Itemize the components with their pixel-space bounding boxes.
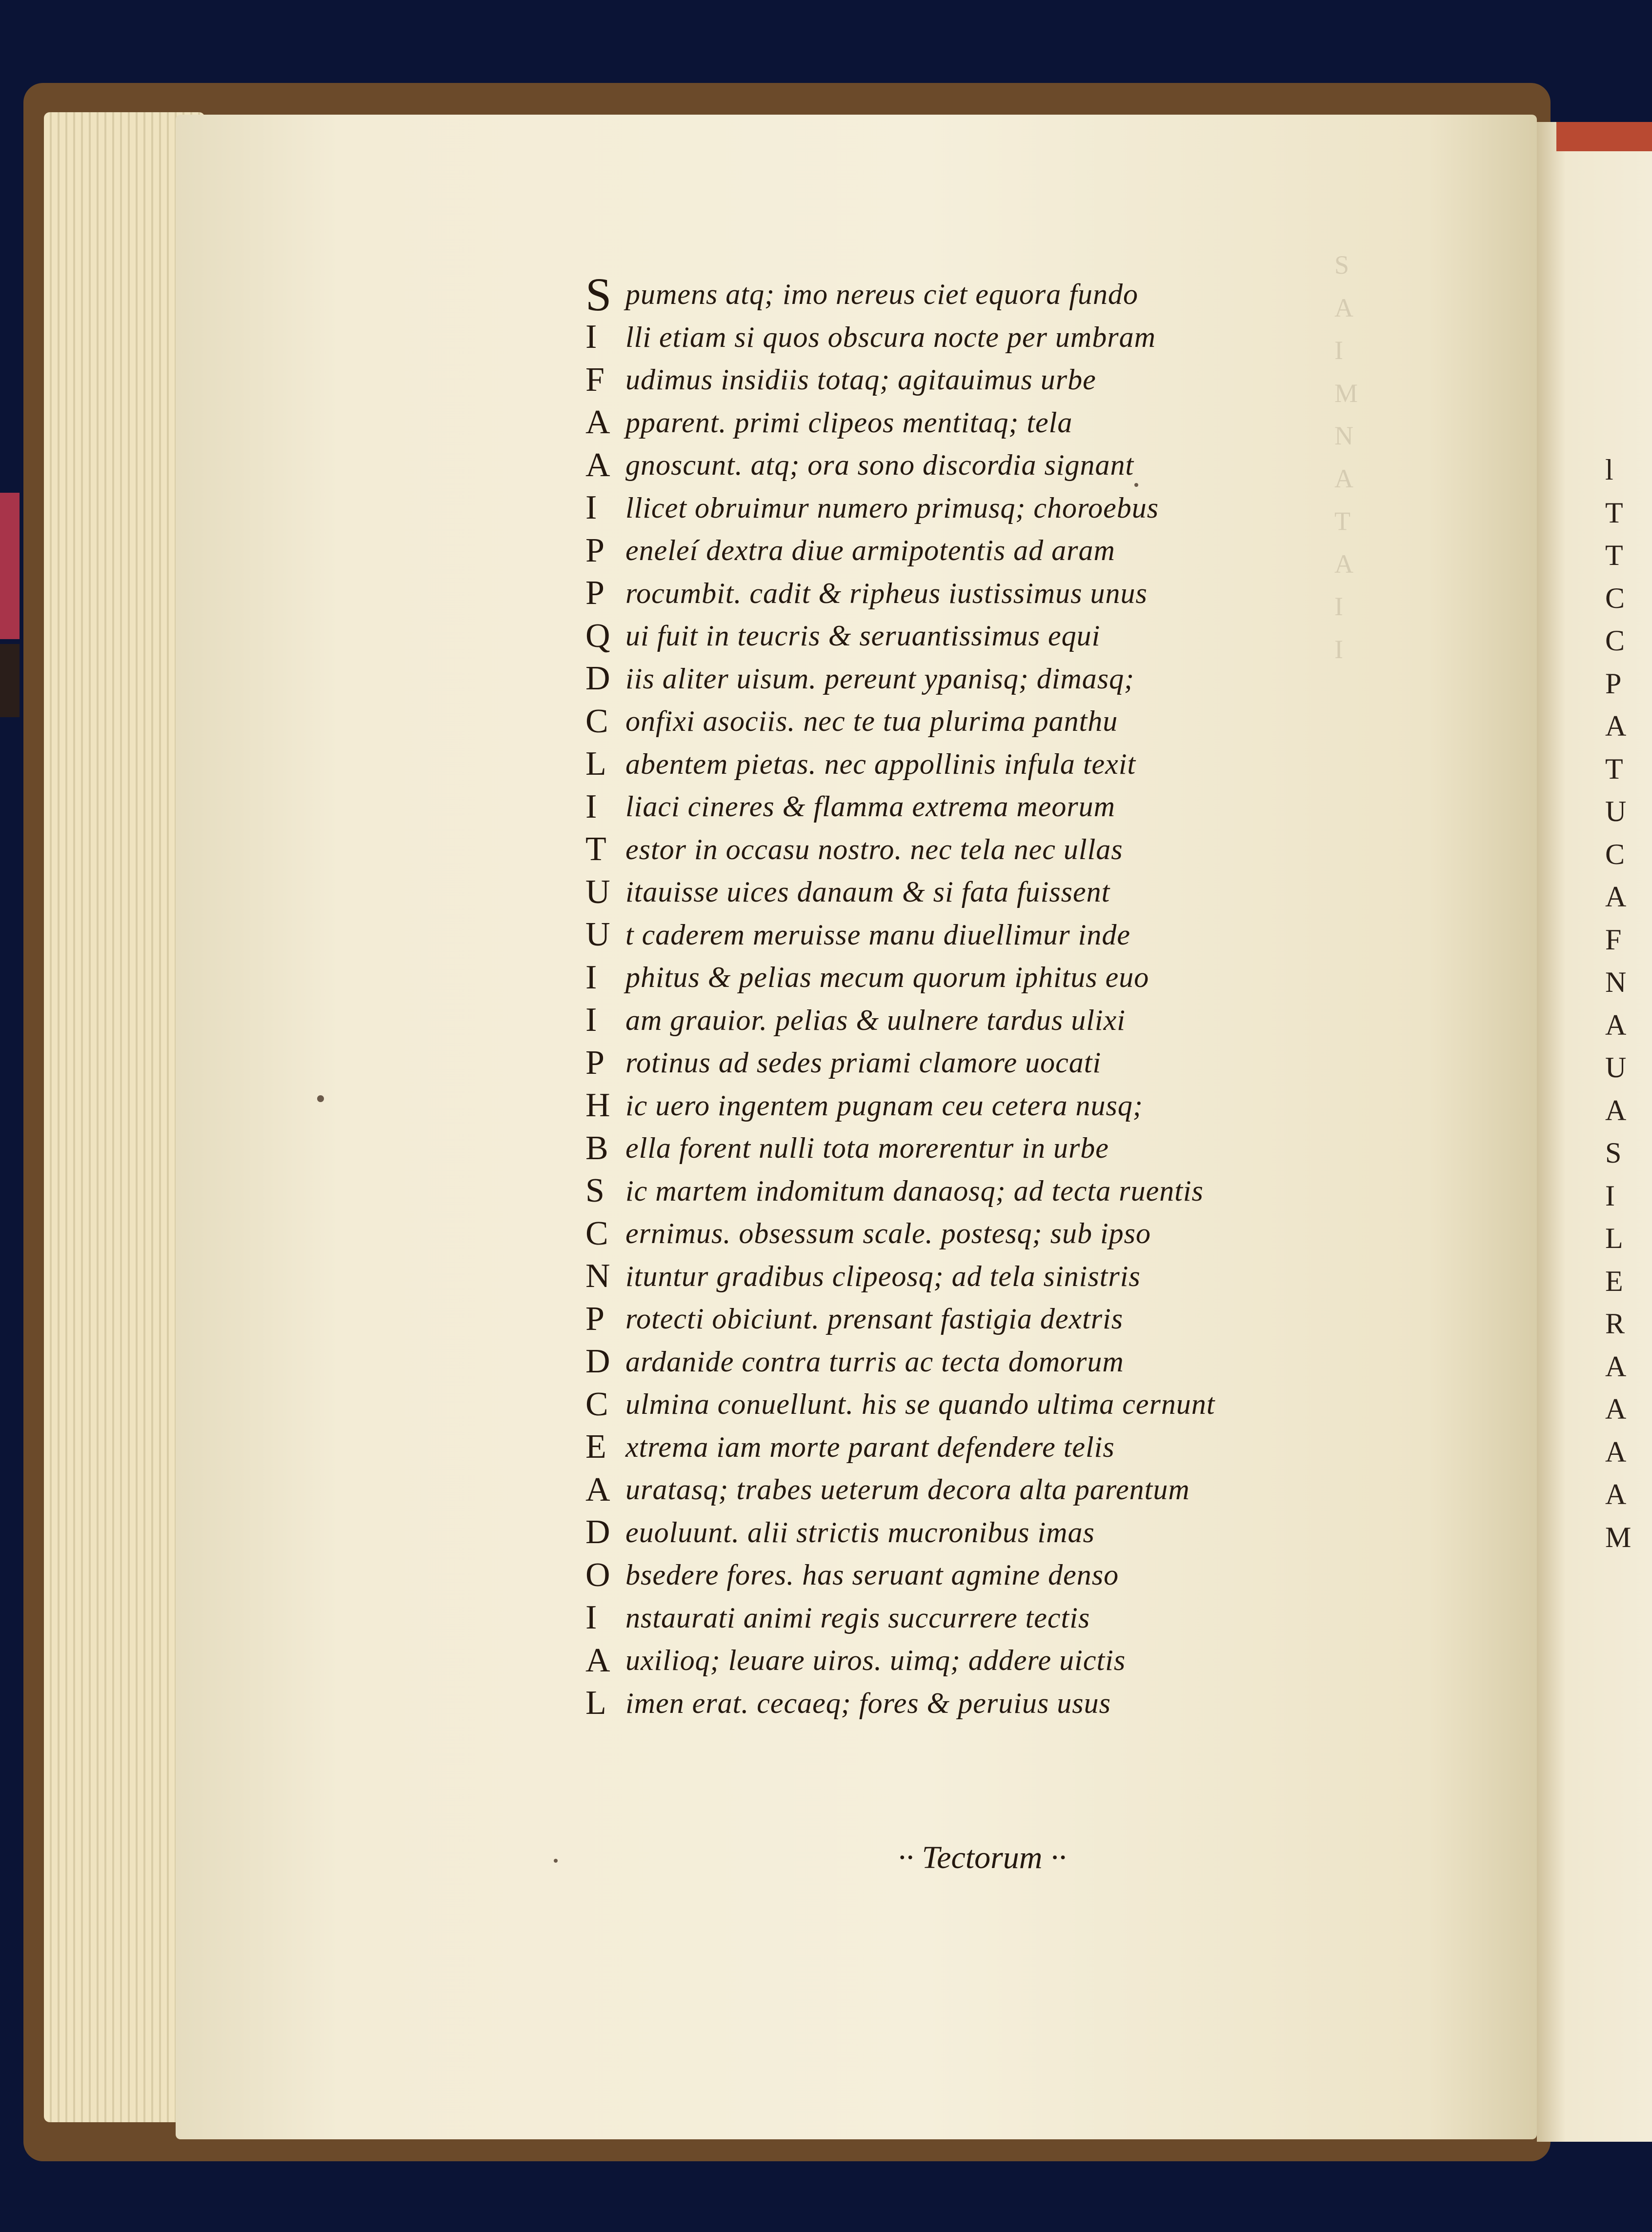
verse-initial: P: [585, 1300, 604, 1338]
verse-text: iis aliter uisum. pereunt ypanisq; dimasq;: [625, 662, 1135, 695]
verse-initial: I: [585, 489, 597, 527]
verse-initial: F: [585, 361, 604, 399]
verse-line: [585, 402, 1444, 444]
facing-initial: l: [1605, 454, 1613, 486]
verse-line: [585, 1085, 1444, 1127]
facing-initial: A: [1605, 1008, 1627, 1041]
verse-text: estor in occasu nostro. nec tela nec ullas: [625, 833, 1123, 865]
verse-text: nstaurati animi regis succurrere tectis: [625, 1601, 1090, 1634]
verse-text: phitus & pelias mecum quorum iphitus euo: [625, 961, 1149, 994]
verse-initial: T: [585, 830, 606, 868]
verse-initial: U: [585, 916, 610, 954]
facing-initial: R: [1605, 1307, 1625, 1340]
verse-text: llicet obruimur numero primusq; choroebus: [625, 491, 1159, 524]
verse-text: pparent. primi clipeos mentitaq; tela: [625, 406, 1073, 439]
facing-initial: M: [1605, 1521, 1632, 1553]
verse-line: [585, 999, 1444, 1042]
verse-text: ella forent nulli tota morerentur in urbe: [625, 1132, 1109, 1165]
verse-text: eneleí dextra diue armipotentis ad aram: [625, 534, 1115, 567]
verse-text: ituntur gradibus clipeosq; ad tela sinistris: [625, 1260, 1141, 1292]
facing-initial: A: [1605, 1350, 1627, 1383]
show-through-text: S A I M N A T A I I: [1334, 250, 1358, 664]
verse-line: [585, 785, 1444, 828]
verse-text: onfixi asociis. nec te tua plurima panthu: [625, 705, 1118, 738]
verse-line: [585, 1468, 1444, 1511]
facing-initial: T: [1605, 752, 1623, 785]
verse-initial: O: [585, 1556, 610, 1594]
verse-initial: A: [585, 1641, 610, 1679]
catchword: ·· Tectorum ··: [898, 1840, 1067, 1875]
verse-line: [585, 1341, 1444, 1384]
facing-initial: C: [1605, 624, 1625, 657]
verse-line: [585, 572, 1444, 615]
verse-line: [585, 956, 1444, 999]
facing-initial: P: [1605, 667, 1622, 700]
verse-line: [585, 1511, 1444, 1554]
verse-text: t caderem meruisse manu diuellimur inde: [625, 918, 1130, 951]
facing-initial: C: [1605, 582, 1625, 614]
facing-initial: E: [1605, 1265, 1623, 1297]
verse-text: ernimus. obsessum scale. postesq; sub ipso: [625, 1217, 1151, 1250]
verse-initial: P: [585, 574, 604, 612]
verse-initial: Q: [585, 617, 610, 655]
verse-text: rotinus ad sedes priami clamore uocati: [625, 1046, 1102, 1079]
verse-text: lli etiam si quos obscura nocte per umbram: [625, 321, 1156, 353]
verse-text-block: [585, 268, 1444, 1725]
verse-initial: E: [585, 1428, 606, 1466]
verse-text: xtrema iam morte parant defendere telis: [625, 1430, 1115, 1463]
verse-initial: P: [585, 1044, 604, 1082]
facing-initial: S: [1605, 1137, 1622, 1169]
verse-line: [585, 743, 1444, 786]
facing-initial: F: [1605, 923, 1622, 956]
binding-strap: [0, 644, 20, 717]
verse-line: [585, 1597, 1444, 1640]
verse-text: abentem pietas. nec appollinis infula texit: [625, 747, 1136, 780]
facing-initial: T: [1605, 496, 1623, 529]
verse-initial: C: [585, 1385, 608, 1423]
ink-speck: [317, 1095, 324, 1102]
verse-initial: A: [585, 403, 610, 442]
verse-initial: B: [585, 1129, 608, 1167]
verse-initial: D: [585, 1343, 610, 1381]
facing-initial: U: [1605, 795, 1627, 827]
verse-text: euoluunt. alii strictis mucronibus imas: [625, 1516, 1095, 1548]
verse-line: [585, 316, 1444, 359]
verse-text: rotecti obiciunt. prensant fastigia dextris: [625, 1303, 1124, 1335]
verse-line: [585, 1554, 1444, 1597]
verse-initial: I: [585, 318, 597, 356]
verse-line: [585, 1682, 1444, 1725]
verse-line: [585, 444, 1444, 487]
verse-initial: S: [585, 1172, 604, 1210]
verse-text: ic martem indomitum danaosq; ad tecta ruentis: [625, 1174, 1204, 1207]
verse-line: [585, 914, 1444, 957]
verse-initial: A: [585, 446, 610, 484]
facing-initial: I: [1605, 1179, 1615, 1212]
verse-initial: A: [585, 1470, 610, 1508]
verse-line: [585, 871, 1444, 914]
verse-initial: I: [585, 1001, 597, 1039]
facing-initial: T: [1605, 539, 1623, 571]
facing-initial: N: [1605, 966, 1627, 998]
facing-initial: A: [1605, 1094, 1627, 1126]
verse-line: [585, 1426, 1444, 1469]
verse-line: [585, 1170, 1444, 1213]
verse-text: gnoscunt. atq; ora sono discordia signant: [625, 449, 1134, 482]
verse-initial: H: [585, 1086, 610, 1125]
verse-text: imen erat. cecaeq; fores & peruius usus: [625, 1687, 1111, 1719]
verse-line: [585, 268, 1444, 321]
verse-initial: L: [585, 1684, 606, 1722]
facing-initial: A: [1605, 1393, 1627, 1425]
ink-speck: [554, 1859, 558, 1863]
verse-text: uxilioq; leuare uiros. uimq; addere uictis: [625, 1644, 1126, 1677]
verse-initial: I: [585, 1599, 597, 1637]
verse-text: liaci cineres & flamma extrema meorum: [625, 790, 1116, 823]
verse-line: [585, 1042, 1444, 1085]
facing-initial: A: [1605, 1435, 1627, 1468]
verse-line: [585, 1639, 1444, 1682]
verse-text: am grauior. pelias & uulnere tardus ulixi: [625, 1004, 1126, 1036]
facing-initial: A: [1605, 710, 1627, 742]
verse-line: [585, 1298, 1444, 1341]
verse-line: [585, 1212, 1444, 1255]
verse-initial: S: [585, 268, 612, 321]
facing-page-initials: [1605, 449, 1652, 1559]
verse-text: pumens atq; imo nereus ciet equora fundo: [625, 278, 1138, 311]
verse-line: [585, 615, 1444, 658]
verse-initial: U: [585, 873, 610, 911]
facing-initial: U: [1605, 1051, 1627, 1084]
verse-text: bsedere fores. has seruant agmine denso: [625, 1559, 1119, 1591]
verse-line: [585, 529, 1444, 572]
ink-speck: [1134, 483, 1138, 487]
verse-initial: C: [585, 702, 608, 740]
verse-text: ulmina conuellunt. his se quando ultima cernunt: [625, 1388, 1215, 1421]
verse-initial: P: [585, 531, 604, 569]
facing-initial: C: [1605, 838, 1625, 870]
ribbon-marker: [0, 493, 20, 639]
verse-text: udimus insidiis totaq; agitauimus urbe: [625, 363, 1096, 396]
verse-text: ic uero ingentem pugnam ceu cetera nusq;: [625, 1089, 1143, 1122]
verse-initial: D: [585, 660, 610, 698]
verse-line: [585, 1383, 1444, 1426]
verse-text: ui fuit in teucris & seruantissimus equi: [625, 620, 1101, 652]
facing-page-rubric: [1556, 122, 1652, 151]
verse-line: [585, 359, 1444, 402]
verse-text: itauisse uices danaum & si fata fuissent: [625, 876, 1110, 908]
verse-line: [585, 1255, 1444, 1298]
verse-line: [585, 658, 1444, 701]
verse-initial: I: [585, 787, 597, 825]
verse-text: uratasq; trabes ueterum decora alta parentum: [625, 1473, 1190, 1506]
verse-text: rocumbit. cadit & ripheus iustissimus unus: [625, 577, 1148, 609]
verse-line: [585, 487, 1444, 530]
verse-line: [585, 828, 1444, 871]
verse-text: ardanide contra turris ac tecta domorum: [625, 1345, 1124, 1378]
verse-line: [585, 700, 1444, 743]
verse-initial: L: [585, 745, 606, 783]
verse-initial: D: [585, 1513, 610, 1551]
facing-initial: A: [1605, 881, 1627, 913]
verse-line: [585, 1127, 1444, 1170]
verse-initial: I: [585, 958, 597, 996]
facing-initial: L: [1605, 1222, 1623, 1254]
facing-initial: A: [1605, 1478, 1627, 1510]
verse-initial: C: [585, 1214, 608, 1252]
verse-initial: N: [585, 1257, 610, 1295]
